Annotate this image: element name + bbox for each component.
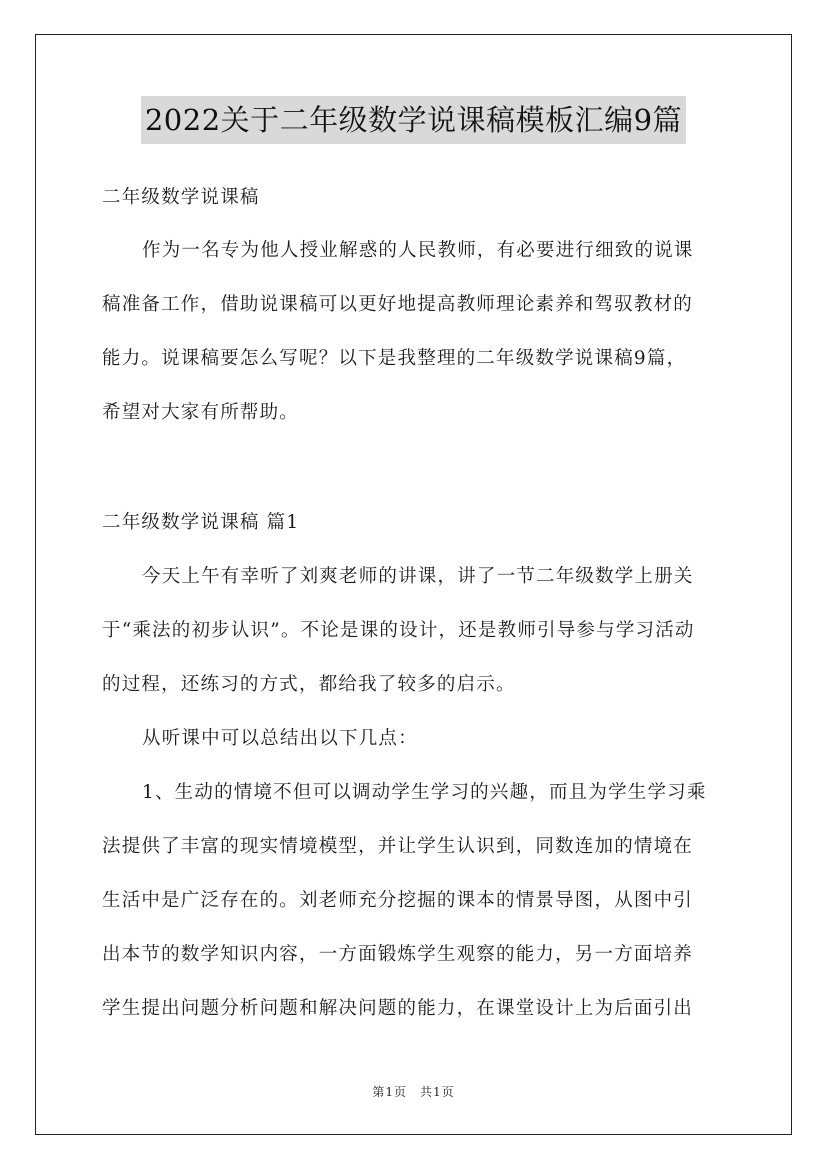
text-line: 能力。说课稿要怎么写呢？以下是我整理的二年级数学说课稿9篇， [102, 348, 687, 369]
text-line: 生活中是广泛存在的。刘老师充分挖掘的课本的情景导图，从图中引 [102, 890, 694, 911]
text-line: 法提供了丰富的现实情境模型，并让学生认识到，同数连加的情境在 [102, 836, 694, 857]
text-line: 稿准备工作，借助说课稿可以更好地提高教师理论素养和驾驭教材的 [102, 294, 694, 315]
text-line: 今天上午有幸听了刘爽老师的讲课，讲了一节二年级数学上册关 [142, 566, 694, 587]
text-line: 于“乘法的初步认识”。不论是课的设计，还是教师引导参与学习活动 [102, 620, 695, 641]
text-line: 1、生动的情境不但可以调动学生学习的兴趣，而且为学生学习乘 [142, 782, 707, 803]
text-line: 希望对大家有所帮助。 [102, 402, 300, 423]
text-line: 从听课中可以总结出以下几点： [142, 728, 418, 749]
text-line: 出本节的数学知识内容，一方面锻炼学生观察的能力，另一方面培养 [102, 944, 694, 965]
section-heading-1: 二年级数学说课稿 篇1 [102, 512, 300, 533]
section-heading-intro: 二年级数学说课稿 [102, 187, 260, 208]
text-line: 的过程，还练习的方式，都给我了较多的启示。 [102, 674, 516, 695]
page-footer: 第1页 共1页 [372, 1085, 455, 1099]
title-container [0, 96, 827, 144]
text-line: 学生提出问题分析问题和解决问题的能力，在课堂设计上为后面引出 [102, 998, 694, 1019]
text-line: 作为一名专为他人授业解惑的人民教师，有必要进行细致的说课 [142, 240, 694, 261]
document-title: 2022关于二年级数学说课稿模板汇编9篇 [141, 96, 686, 144]
